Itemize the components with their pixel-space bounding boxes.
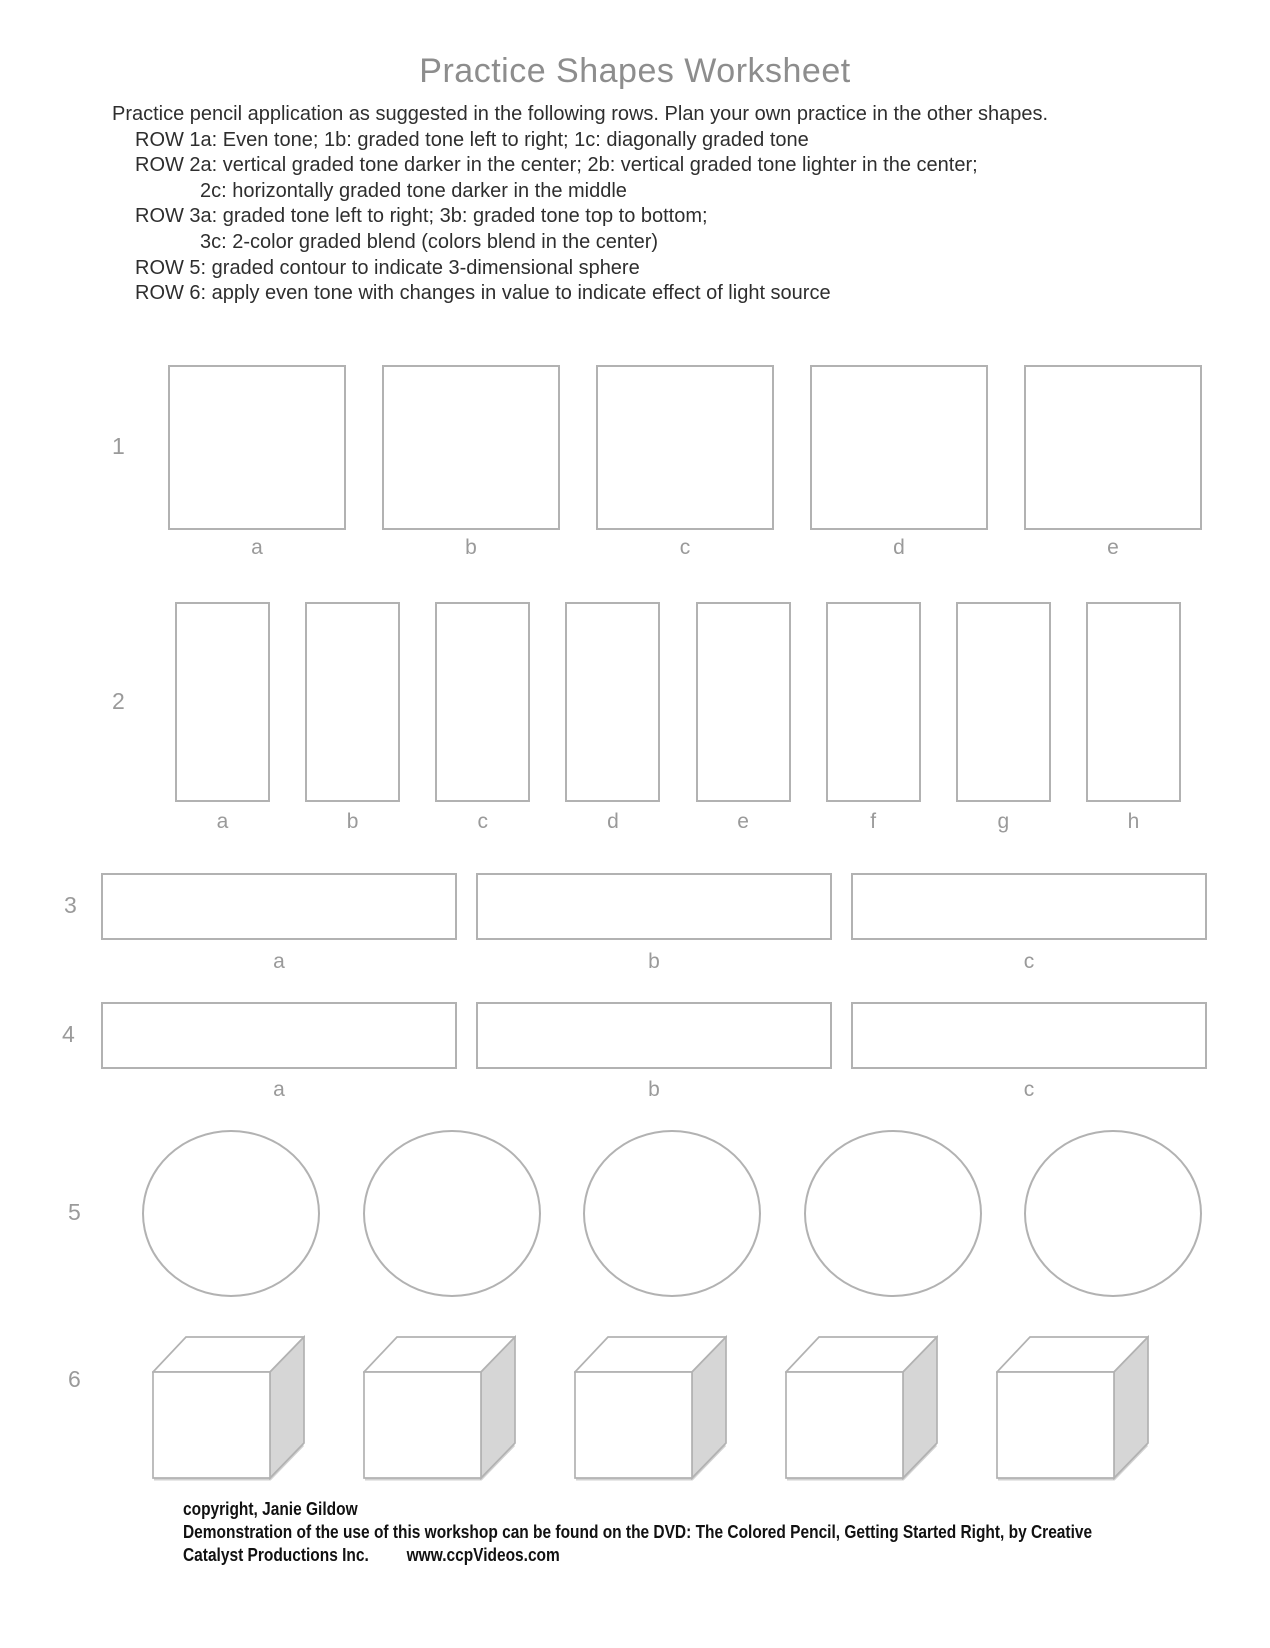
instructions-block bbox=[112, 102, 1048, 307]
label-1c: c bbox=[679, 536, 691, 559]
label-1d: d bbox=[893, 536, 905, 559]
cube-shape-6a bbox=[152, 1335, 305, 1481]
dvd-credit-line: Demonstration of the use of this workshop can be found on the DVD: The Colored Pencil, Getting Started Right, by Creative bbox=[183, 1522, 1093, 1542]
practice-box-3a bbox=[101, 873, 457, 940]
practice-box-1a bbox=[168, 365, 346, 530]
sphere-shape-5b bbox=[363, 1130, 541, 1297]
sphere-shape-5e bbox=[1024, 1130, 1202, 1297]
row4-labels bbox=[101, 1078, 1207, 1102]
row5-number: 5 bbox=[68, 1199, 81, 1225]
label-2g: g bbox=[997, 810, 1010, 833]
row1-practice-boxes bbox=[168, 365, 1202, 530]
instruction-row6: ROW 6: apply even tone with changes in value to indicate effect of light source bbox=[135, 282, 831, 305]
practice-box-2b bbox=[305, 602, 400, 802]
instruction-row2c: 2c: horizontally graded tone darker in the middle bbox=[200, 179, 627, 202]
instruction-intro: Practice pencil application as suggested in the following rows. Plan your own practice in the other shapes. bbox=[112, 103, 1049, 125]
instruction-row1: ROW 1a: Even tone; 1b: graded tone left to right; 1c: diagonally graded tone bbox=[135, 128, 809, 151]
practice-box-4c bbox=[851, 1002, 1207, 1069]
sphere-shape-5d bbox=[804, 1130, 982, 1297]
label-4b: b bbox=[648, 1078, 660, 1101]
practice-box-1d bbox=[810, 365, 988, 530]
practice-box-2e bbox=[696, 602, 791, 802]
row3-practice-boxes bbox=[101, 873, 1207, 940]
cube-shape-6c bbox=[574, 1335, 727, 1481]
instruction-row2: ROW 2a: vertical graded tone darker in the center; 2b: vertical graded tone lighter in the center; bbox=[135, 154, 978, 177]
cube-shape-6e bbox=[996, 1335, 1149, 1481]
label-2h: h bbox=[1127, 810, 1140, 833]
row2-labels bbox=[175, 810, 1181, 834]
label-2d: d bbox=[607, 810, 619, 833]
label-3c: c bbox=[1023, 950, 1035, 973]
publisher-line bbox=[183, 1544, 1092, 1567]
label-2b: b bbox=[346, 810, 359, 833]
instruction-row3c: 3c: 2-color graded blend (colors blend in the center) bbox=[200, 230, 659, 253]
practice-box-3b bbox=[476, 873, 832, 940]
practice-box-2d bbox=[565, 602, 660, 802]
row2-practice-boxes bbox=[175, 602, 1181, 802]
row5-practice-spheres bbox=[142, 1130, 1202, 1297]
practice-box-1c bbox=[596, 365, 774, 530]
practice-box-2f bbox=[826, 602, 921, 802]
label-3b: b bbox=[648, 950, 660, 973]
row4-number: 4 bbox=[62, 1021, 75, 1047]
row1-number: 1 bbox=[112, 433, 125, 459]
footer-credits bbox=[183, 1498, 1092, 1567]
practice-box-4a bbox=[101, 1002, 457, 1069]
instruction-row3: ROW 3a: graded tone left to right; 3b: graded tone top to bottom; bbox=[135, 205, 708, 228]
website-url: www.ccpVideos.com bbox=[406, 1545, 560, 1565]
label-1b: b bbox=[465, 536, 477, 559]
copyright-line: copyright, Janie Gildow bbox=[183, 1499, 358, 1519]
label-4c: c bbox=[1023, 1078, 1035, 1101]
label-2c: c bbox=[477, 810, 489, 833]
row3-labels bbox=[101, 950, 1207, 974]
practice-box-3c bbox=[851, 873, 1207, 940]
practice-box-2c bbox=[435, 602, 530, 802]
practice-box-4b bbox=[476, 1002, 832, 1069]
practice-box-2a bbox=[175, 602, 270, 802]
publisher-name: Catalyst Productions Inc. bbox=[183, 1545, 369, 1565]
row2-number: 2 bbox=[112, 688, 125, 714]
sphere-shape-5c bbox=[583, 1130, 761, 1297]
row6-practice-cubes bbox=[152, 1335, 1149, 1481]
label-1a: a bbox=[251, 536, 263, 559]
label-4a: a bbox=[273, 1078, 285, 1101]
label-2f: f bbox=[870, 810, 877, 833]
practice-box-2h bbox=[1086, 602, 1181, 802]
label-3a: a bbox=[273, 950, 285, 973]
cube-shape-6d bbox=[785, 1335, 938, 1481]
instruction-row5: ROW 5: graded contour to indicate 3-dimensional sphere bbox=[135, 256, 640, 279]
row3-number: 3 bbox=[64, 892, 77, 918]
practice-box-2g bbox=[956, 602, 1051, 802]
row1-labels bbox=[168, 536, 1202, 560]
page-title: Practice Shapes Worksheet bbox=[419, 52, 851, 90]
practice-box-1e bbox=[1024, 365, 1202, 530]
label-2e: e bbox=[737, 810, 749, 833]
label-2a: a bbox=[216, 810, 229, 833]
sphere-shape-5a bbox=[142, 1130, 320, 1297]
cube-shape-6b bbox=[363, 1335, 516, 1481]
row4-practice-boxes bbox=[101, 1002, 1207, 1069]
practice-box-1b bbox=[382, 365, 560, 530]
label-1e: e bbox=[1107, 536, 1119, 559]
row6-number: 6 bbox=[68, 1366, 81, 1392]
